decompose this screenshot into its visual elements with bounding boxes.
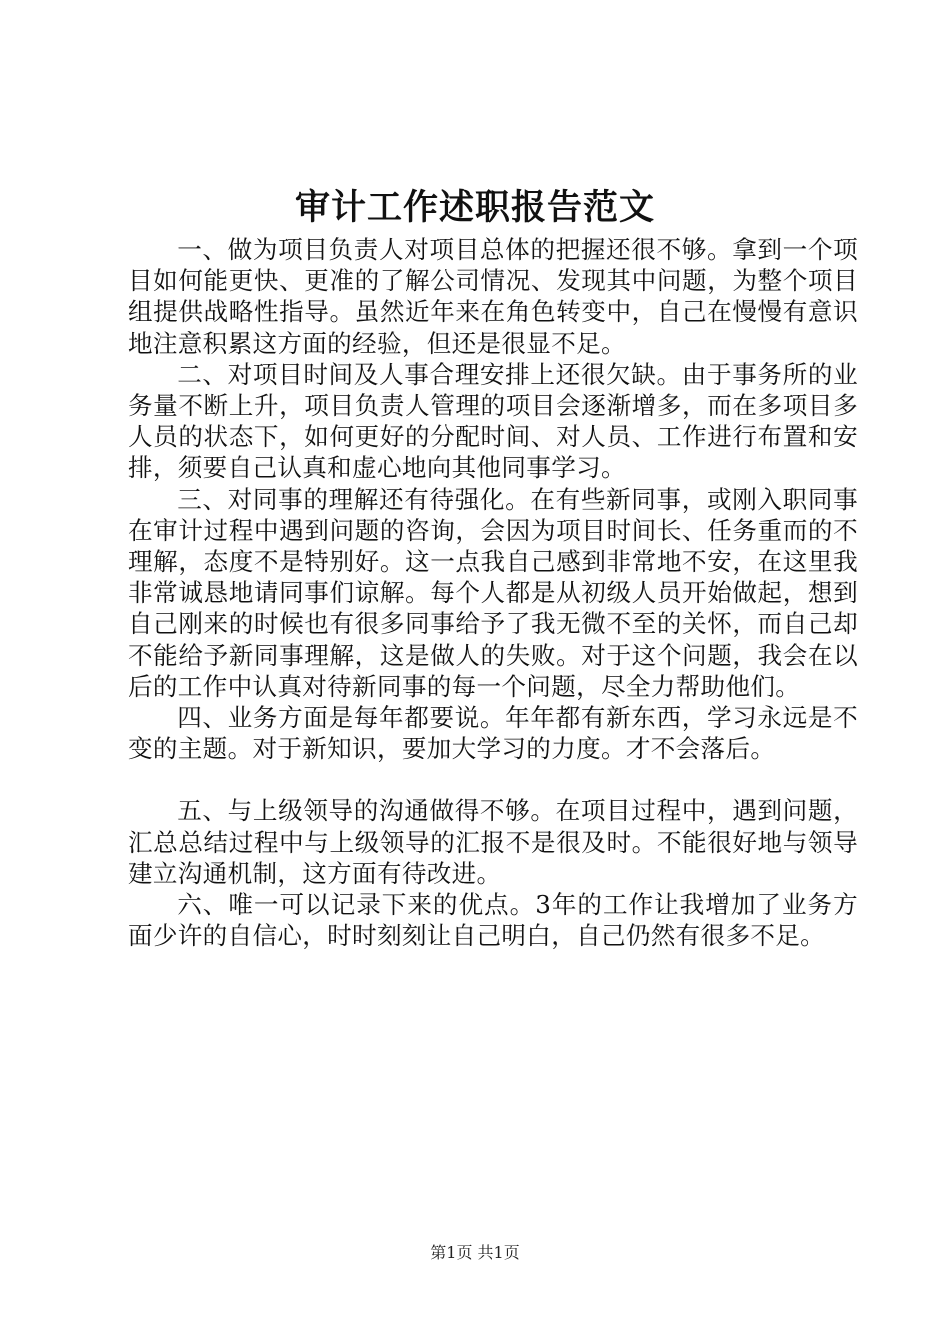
paragraph-6: 六、唯一可以记录下来的优点。3年的工作让我增加了业务方面少许的自信心，时时刻刻让自己明白，自己仍然有很多不足。 [128, 890, 858, 951]
page-footer: 第1页 共1页 [430, 1243, 520, 1262]
paragraph-2: 二、对项目时间及人事合理安排上还很欠缺。由于事务所的业务量不断上升，项目负责人管理的项目会逐渐增多，而在多项目多人员的状态下，如何更好的分配时间、对人员、工作进行布置和安排，须要自己认真和虚心地向其他同事学习。 [128, 359, 858, 483]
paragraph-3: 三、对同事的理解还有待强化。在有些新同事，或刚入职同事在审计过程中遇到问题的咨询，会因为项目时间长、任务重而的不理解，态度不是特别好。这一点我自己感到非常地不安，在这里我非常诚恳地请同事们谅解。每个人都是从初级人员开始做起，想到自己刚来的时候也有很多同事给予了我无微不至的关怀，而自己却不能给予新同事理解，这是做人的失败。对于这个问题，我会在以后的工作中认真对待新同事的每一个问题，尽全力帮助他们。 [128, 484, 858, 701]
paragraph-4: 四、业务方面是每年都要说。年年都有新东西，学习永远是不变的主题。对于新知识，要加大学习的力度。才不会落后。 [128, 703, 858, 764]
document-body [128, 234, 858, 951]
paragraph-1: 一、做为项目负责人对项目总体的把握还很不够。拿到一个项目如何能更快、更准的了解公司情况、发现其中问题，为整个项目组提供战略性指导。虽然近年来在角色转变中，自己在慢慢有意识地注意积累这方面的经验，但还是很显不足。 [128, 235, 858, 358]
page-title: 审计工作述职报告范文 [294, 187, 655, 228]
paragraph-5: 五、与上级领导的沟通做得不够。在项目过程中，遇到问题，汇总总结过程中与上级领导的汇报不是很及时。不能很好地与领导建立沟通机制，这方面有待改进。 [128, 796, 858, 888]
